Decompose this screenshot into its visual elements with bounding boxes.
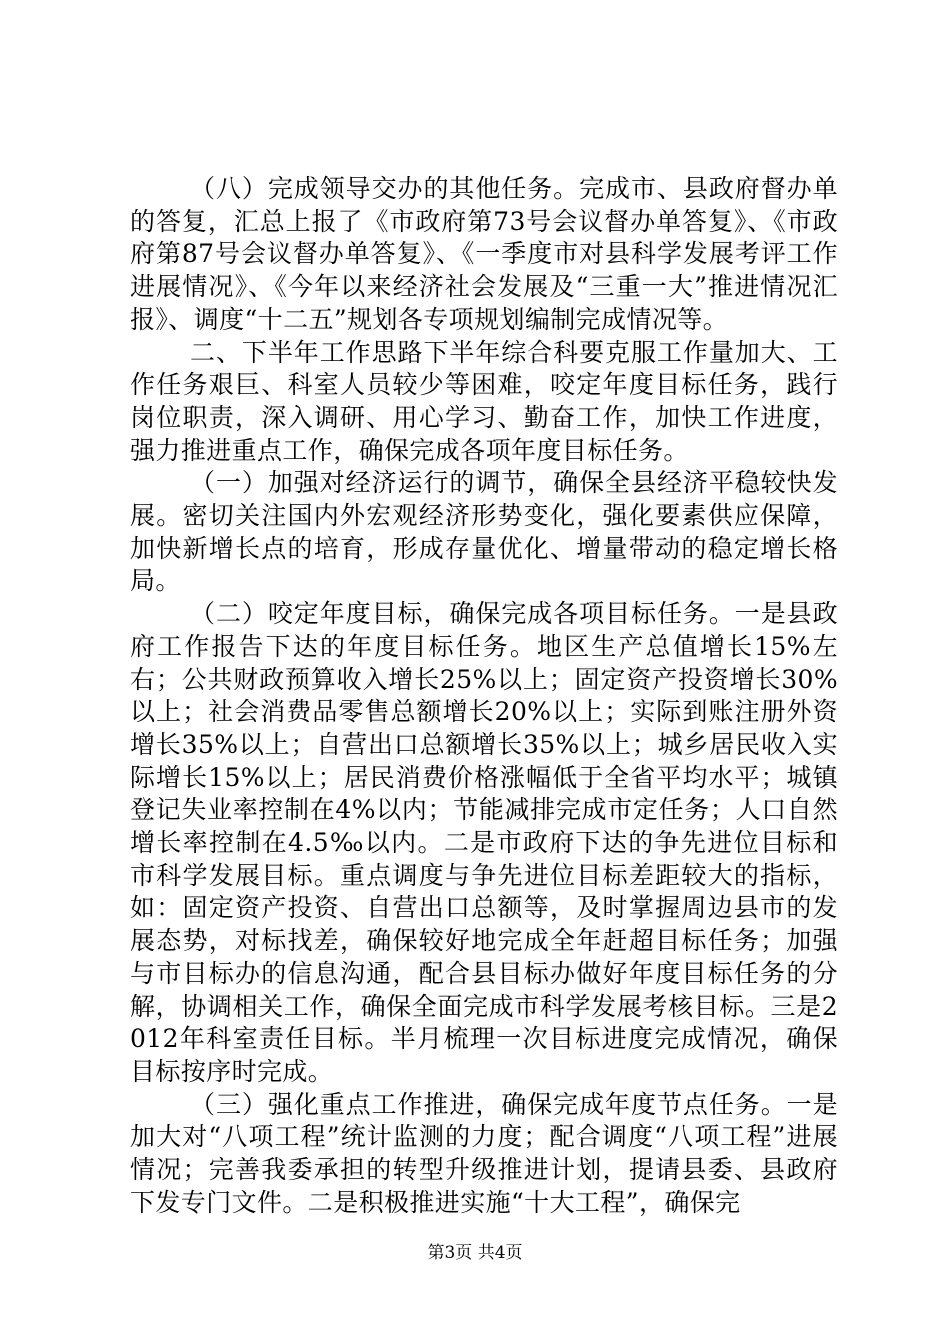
page-footer: 第3页 共4页	[427, 1243, 523, 1263]
paragraph-task-eight: （八）完成领导交办的其他任务。完成市、县政府督办单的答复，汇总上报了《市政府第73号会议督办单答复》、《市政府第87号会议督办单答复》、《一季度市对县科学发展考评工作进展情况》、《今年以来经济社会发展及“三重一大”推进情况汇报》、调度“十二五”规划各专项规划编制完成情况等。	[130, 174, 838, 334]
paragraph-key-work: （三）强化重点工作推进，确保完成年度节点任务。一是加大对“八项工程”统计监测的力度；配合调度“八项工程”进展情况；完善我委承担的转型升级推进计划，提请县委、县政府下发专门文件。二是积极推进实施“十大工程”，确保完	[130, 1089, 838, 1217]
document-body	[130, 173, 838, 1220]
paragraph-second-half-plan: 二、下半年工作思路下半年综合科要克服工作量加大、工作任务艰巨、科室人员较少等困难，咬定年度目标任务，践行岗位职责，深入调研、用心学习、勤奋工作，加快工作进度，强力推进重点工作，确保完成各项年度目标任务。	[130, 337, 838, 465]
paragraph-annual-targets: （二）咬定年度目标，确保完成各项目标任务。一是县政府工作报告下达的年度目标任务。地区生产总值增长15%左右；公共财政预算收入增长25%以上；固定资产投资增长30%以上；社会消费品零售总额增长20%以上；实际到账注册外资增长35%以上；自营出口总额增长35%以上；城乡居民收入实际增长15%以上；居民消费价格涨幅低于全省平均水平；城镇登记失业率控制在4%以内；节能减排完成市定任务；人口自然增长率控制在4.5‰以内。二是市政府下达的争先进位目标和市科学发展目标。重点调度与争先进位目标差距较大的指标，如：固定资产投资、自营出口总额等，及时掌握周边县市的发展态势，对标找差，确保较好地完成全年赶超目标任务；加强与市目标办的信息沟通，配合县目标办做好年度目标任务的分解，协调相关工作，确保全面完成市科学发展考核目标。三是2012年科室责任目标。半月梳理一次目标进度完成情况，确保目标按序时完成。	[130, 599, 838, 1086]
paragraph-economic-regulation: （一）加强对经济运行的调节，确保全县经济平稳较快发展。密切关注国内外宏观经济形势变化，强化要素供应保障，加快新增长点的培育，形成存量优化、增量带动的稳定增长格局。	[130, 468, 838, 596]
